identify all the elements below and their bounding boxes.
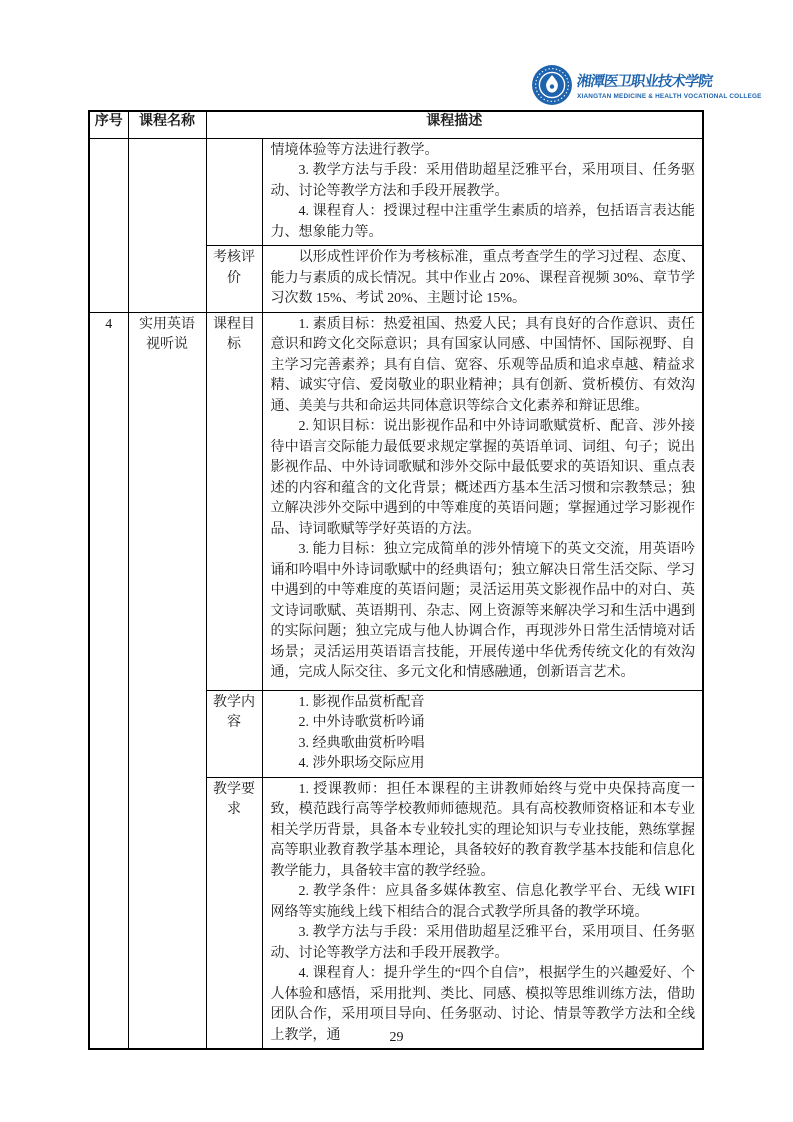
paragraph: 2. 教学条件：应具备多媒体教室、信息化教学平台、无线 WIFI 网络等实施线上线下相结合的混合式教学所具备的教学环境。 xyxy=(270,884,695,920)
content-label: 教学内容 xyxy=(206,690,262,777)
college-name-en: XIANGTAN MEDICINE & HEALTH VOCATIONAL COLLEGE xyxy=(577,93,762,100)
continuation-name-cell xyxy=(128,138,206,312)
course4-no: 4 xyxy=(89,312,128,1049)
college-name-cn: 湘潭医卫职业技术学院 xyxy=(575,74,713,90)
continuation-no-cell xyxy=(89,138,128,312)
paragraph: 4. 课程育人：提升学生的“四个自信”，根据学生的兴趣爱好、个人体验和感悟，采用批判、类比、同感、模拟等思维训练方法，借助团队合作，采用项目导向、任务驱动、讨论、情景等教学方法和全线上教学，通 xyxy=(270,966,695,1043)
content-item: 3. 经典歌曲赏析吟唱 xyxy=(298,735,425,751)
content-item: 1. 影视作品赏析配音 xyxy=(298,694,425,710)
college-logo xyxy=(531,62,762,108)
continuation-empty-label-cell xyxy=(206,138,262,246)
content-item: 4. 涉外职场交际应用 xyxy=(298,756,425,771)
content-desc-cell xyxy=(262,690,703,777)
college-emblem-icon xyxy=(531,64,573,106)
paragraph: 以形成性评价作为考核标准，重点考查学生的学习过程、态度、能力与素质的成长情况。其中作业占 20%、课程音视频 30%、章节学习次数 15%、考试 20%、主题讨论 15%。 xyxy=(270,250,695,306)
paragraph: 1. 素质目标：热爱祖国、热爱人民；具有良好的合作意识、责任意识和跨文化交际意识；具有国家认同感、中国情怀、国际视野、自主学习完善素养；具有自信、宽容、乐观等品质和追求卓越、精益求精、诚实守信、爱岗敬业的职业精神；具有创新、赏析模仿、有效沟通、美美与共和命运共同体意识等综合文化素养和辩证思维。 xyxy=(270,316,695,414)
objectives-label: 课程目标 xyxy=(206,312,262,690)
page-number: 29 xyxy=(389,1030,404,1045)
continuation-desc-cell xyxy=(262,138,703,246)
paragraph: 1. 授课教师：担任本课程的主讲教师始终与党中央保持高度一致，模范践行高等学校教师师德规范。具有高校教师资格证和本专业相关学历背景，具备本专业较扎实的理论知识与专业技能，熟练掌握高等职业教育教学基本理论，具备较好的教育教学基本技能和信息化教学能力，具备较丰富的教学经验。 xyxy=(270,781,695,879)
paragraph: 3. 教学方法与手段：采用借助超星泛雅平台，采用项目、任务驱动、讨论等教学方法和手段开展教学。 xyxy=(270,163,695,199)
requirements-label: 教学要求 xyxy=(206,777,262,1049)
objectives-desc-cell xyxy=(262,312,703,690)
assessment-desc-cell xyxy=(262,246,703,313)
paragraph: 2. 知识目标：说出影视作品和中外诗词歌赋赏析、配音、涉外接待中语言交际能力最低要求规定掌握的英语单词、词组、句子；说出影视作品、中外诗词歌赋和涉外交际中最低要求的英语知识、重点表述的内容和蕴含的文化背景；概述西方基本生活习惯和宗教禁忌；独立解决涉外交际中遇到的中等难度的英语问题；掌握通过学习影视作品、诗词歌赋等学好英语的方法。 xyxy=(270,419,695,537)
paragraph: 3. 能力目标：独立完成简单的涉外情境下的英文交流，用英语吟诵和吟唱中外诗词歌赋中的经典语句；独立解决日常生活交际、学习中遇到的中等难度的英语问题；灵活运用英文影视作品中的对白、英文诗词歌赋、英语期刊、杂志、网上资源等来解决学习和生活中遇到的实际问题；独立完成与他人协调合作，再现涉外日常生活情境对话场景；灵活运用英语语言技能，开展传递中华优秀传统文化的有效沟通，完成人际交往、多元文化和情感融通，创新语言艺术。 xyxy=(270,542,695,680)
college-name-block xyxy=(577,70,762,100)
assessment-label: 考核评价 xyxy=(206,246,262,313)
content-item: 2. 中外诗歌赏析吟诵 xyxy=(298,715,425,730)
course4-name: 实用英语视听说 xyxy=(128,312,206,1049)
course-table xyxy=(88,110,704,1050)
table-header-row xyxy=(89,111,703,138)
table-row-course4-objectives xyxy=(89,312,703,690)
header-no: 序号 xyxy=(89,111,128,138)
table-row-continuation xyxy=(89,138,703,246)
requirements-desc-cell xyxy=(262,777,703,1049)
paragraph: 3. 教学方法与手段：采用借助超星泛雅平台，采用项目、任务驱动、讨论等教学方法和手段开展教学。 xyxy=(270,925,695,961)
header-course-desc: 课程描述 xyxy=(206,111,703,138)
paragraph: 4. 课程育人：授课过程中注重学生素质的培养，包括语言表达能力、想象能力等。 xyxy=(270,204,695,240)
paragraph: 情境体验等方法进行教学。 xyxy=(270,142,439,158)
header-course-name: 课程名称 xyxy=(128,111,206,138)
